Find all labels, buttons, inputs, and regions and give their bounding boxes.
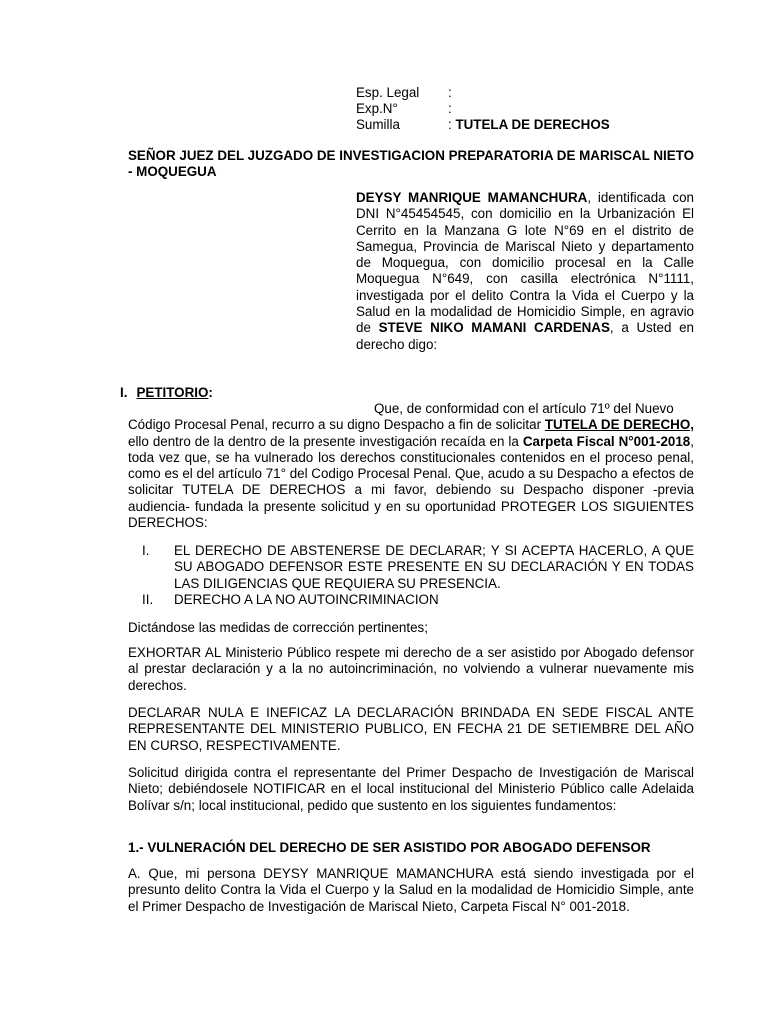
section-title: PETITORIO: [136, 385, 209, 400]
tutela-emphasis: TUTELA DE DERECHO,: [544, 417, 694, 433]
petitorio-lead-line: Que, de conformidad con el artículo 71º del Nuevo: [374, 401, 674, 416]
section-colon: :: [208, 385, 213, 400]
list-item: [128, 543, 694, 592]
list-item-text: DERECHO A LA NO AUTOINCRIMINACION: [174, 591, 439, 607]
rights-list: [128, 543, 694, 608]
exp-number-separator: :: [448, 101, 452, 116]
petitioner-name: DEYSY MANRIQUE MAMANCHURA: [356, 190, 588, 205]
dictandose-paragraph: Dictándose las medidas de corrección pertinentes;: [128, 620, 428, 635]
sumilla-value: TUTELA DE DERECHOS: [455, 117, 610, 132]
solicitud-paragraph: Solicitud dirigida contra el representante del Primer Despacho de Investigación de Mariscal Nieto; debiéndosele NOTIFICAR en el local institucional del Ministerio Público calle Adelaida Bolívar s/n; local institucional, pedido que sustento en los siguientes fundamentos:: [128, 765, 694, 813]
victim-name: STEVE NIKO MAMANI CARDENAS: [378, 320, 610, 336]
petitorio-text-c: , toda vez que, se ha vulnerado los derechos constitucionales contenidos en el proceso penal, como es el del artículo 71° del Codigo Procesal Penal. Que, acudo a su Despacho a efectos de solicitar TUTELA DE DERECHOS a mi favor, debiendo su Despacho disponer -previa audiencia- fundada la presente solicitud y en su oportunidad PROTEGER LOS SIGUIENTES DERECHOS:: [128, 433, 694, 531]
intro-text-2: , a Usted en derecho digo:: [356, 320, 694, 352]
sumilla-row: [356, 117, 610, 134]
esp-legal-label: Esp. Legal: [356, 85, 420, 100]
fundamento-1-heading: 1.- VULNERACIÓN DEL DERECHO DE SER ASISTIDO POR ABOGADO DEFENSOR: [128, 840, 651, 855]
petitorio-text-a: Código Procesal Penal, recurro a su digno Despacho a fin de solicitar: [128, 417, 545, 433]
petitorio-paragraph: [128, 401, 694, 531]
petitorio-body: [128, 417, 694, 531]
paragraph-a: A. Que, mi persona DEYSY MANRIQUE MAMANCHURA está siendo investigada por el presunto delito Contra la Vida el Cuerpo y la Salud en la modalidad de Homicidio Simple, ante el Primer Despacho de Investigación de Mariscal Nieto, Carpeta Fiscal N° 001-2018.: [128, 866, 694, 914]
intro-paragraph: [356, 190, 694, 353]
declarar-paragraph: DECLARAR NULA E INEFICAZ LA DECLARACIÓN BRINDADA EN SEDE FISCAL ANTE REPRESENTANTE DEL MINISTERIO PUBLICO, EN FECHA 21 DE SETIEMBRE DEL AÑO EN CURSO, RESPECTIVAMENTE.: [128, 705, 694, 753]
exp-number-row: [356, 101, 452, 118]
section-petitorio-heading: [120, 385, 213, 401]
list-item-number: II.: [142, 591, 154, 607]
esp-legal-row: [356, 85, 452, 102]
intro-text-1: , identificada con DNI N°45454545, con domicilio en la Urbanización El Cerrito en la Manzana G lote N°69 en el distrito de Samegua, Provincia de Mariscal Nieto y departamento de Moquegua, con domicilio procesal en la Calle Moquegua N°649, con casilla electrónica N°1111, investigada por el delito Contra la Vida el Cuerpo y la Salud en la modalidad de Homicidio Simple, en agravio de: [356, 190, 695, 336]
petitorio-text-b: ello dentro de la dentro de la presente investigación recaída en la: [128, 433, 523, 449]
exp-number-label: Exp.N°: [356, 101, 398, 116]
addressee-heading: SEÑOR JUEZ DEL JUZGADO DE INVESTIGACION PREPARATORIA DE MARISCAL NIETO - MOQUEGUA: [128, 148, 694, 180]
list-item: [128, 592, 694, 608]
exhortar-paragraph: EXHORTAR AL Ministerio Público respete mi derecho de a ser asistido por Abogado defensor al prestar declaración y a la no autoincriminación, no volviendo a vulnerar nuevamente mis derechos.: [128, 645, 694, 693]
esp-legal-separator: :: [448, 85, 452, 100]
list-item-text: EL DERECHO DE ABSTENERSE DE DECLARAR; Y SI ACEPTA HACERLO, A QUE SU ABOGADO DEFENSOR ESTE PRESENTE EN SU DECLARACIÓN Y EN TODAS LAS DILIGENCIAS QUE REQUIERA SU PRESENCIA.: [174, 543, 694, 591]
list-item-number: I.: [142, 543, 150, 558]
carpeta-fiscal-emphasis: Carpeta Fiscal N°001-2018: [522, 433, 691, 449]
sumilla-label: Sumilla: [356, 117, 400, 132]
sumilla-separator: :: [448, 117, 456, 132]
section-number: I.: [120, 385, 128, 400]
